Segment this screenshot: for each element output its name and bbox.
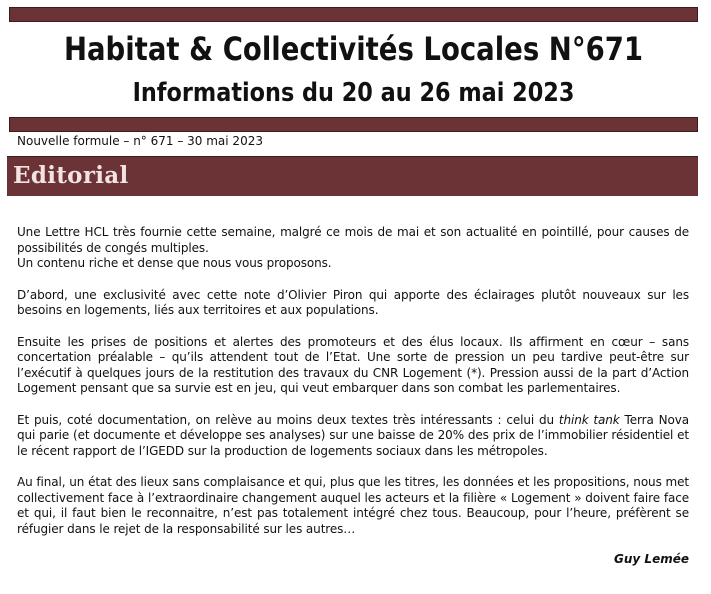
editorial-paragraph-4 (17, 413, 689, 460)
paragraph-4-text-b: Terra Nova qui parie (et documente et développe ses analyses) sur une baisse de 20% des prix de l’immobilier résidentiel et le récent rapport de l’IGEDD sur la production de logements sociaux dans les métropoles. (17, 412, 689, 458)
header-top-rule (9, 7, 698, 22)
section-title: Editorial (13, 162, 129, 189)
paragraph-1-line-1: Une Lettre HCL très fournie cette semaine, malgré ce mois de mai et son actualité en pointillé, pour causes de possibilités de congés multiples. (17, 225, 689, 255)
editorial-paragraph-1 (17, 225, 689, 272)
author-signature: Guy Lemée (614, 552, 689, 566)
editorial-paragraph-2: D’abord, une exclusivité avec cette note d’Olivier Piron qui apporte des éclairages plutôt nouveaux sur les besoins en logements, liés aux territoires et aux populations. (17, 287, 689, 317)
editorial-paragraph-3: Ensuite les prises de positions et alertes des promoteurs et des élus locaux. Ils affirment en cœur – sans concertation préalable – qu’ils attendent tout de l’Etat. Une sorte de pression un peu tardive peut-être sur l’exécutif à quelques jours de la restitution des travaux du CNR Logement (*). Pression aussi de la part d’Action Logement pensant que sa survie est en jeu, qui veut embarquer dans son combat les parlementaires. (17, 334, 689, 395)
section-header-bar (7, 156, 698, 196)
newsletter-subtitle: Informations du 20 au 26 mai 2023 (132, 78, 575, 108)
issue-formula-line: Nouvelle formule – n° 671 – 30 mai 2023 (17, 134, 263, 148)
header-bottom-rule (9, 117, 698, 132)
editorial-paragraph-5: Au final, un état des lieux sans complaisance et qui, plus que les titres, les données et les propositions, nous met collectivement face à l’extraordinaire changement auquel les acteurs et la filière « Logement » doivent faire face et qui, il faut bien le reconnaitre, n’est pas totalement intégré chez tous. Beaucoup, pour l’heure, préfèrent se réfugier dans le rejet de la responsabilité sur les autres… (17, 475, 689, 536)
paragraph-4-italic: think tank (558, 412, 620, 427)
paragraph-4-text-a: Et puis, coté documentation, on relève au moins deux textes très intéressants : celui du (17, 412, 559, 427)
newsletter-title: Habitat & Collectivités Locales N°671 (63, 30, 644, 68)
editorial-body (17, 225, 689, 553)
paragraph-1-line-2: Un contenu riche et dense que nous vous proposons. (17, 256, 332, 270)
